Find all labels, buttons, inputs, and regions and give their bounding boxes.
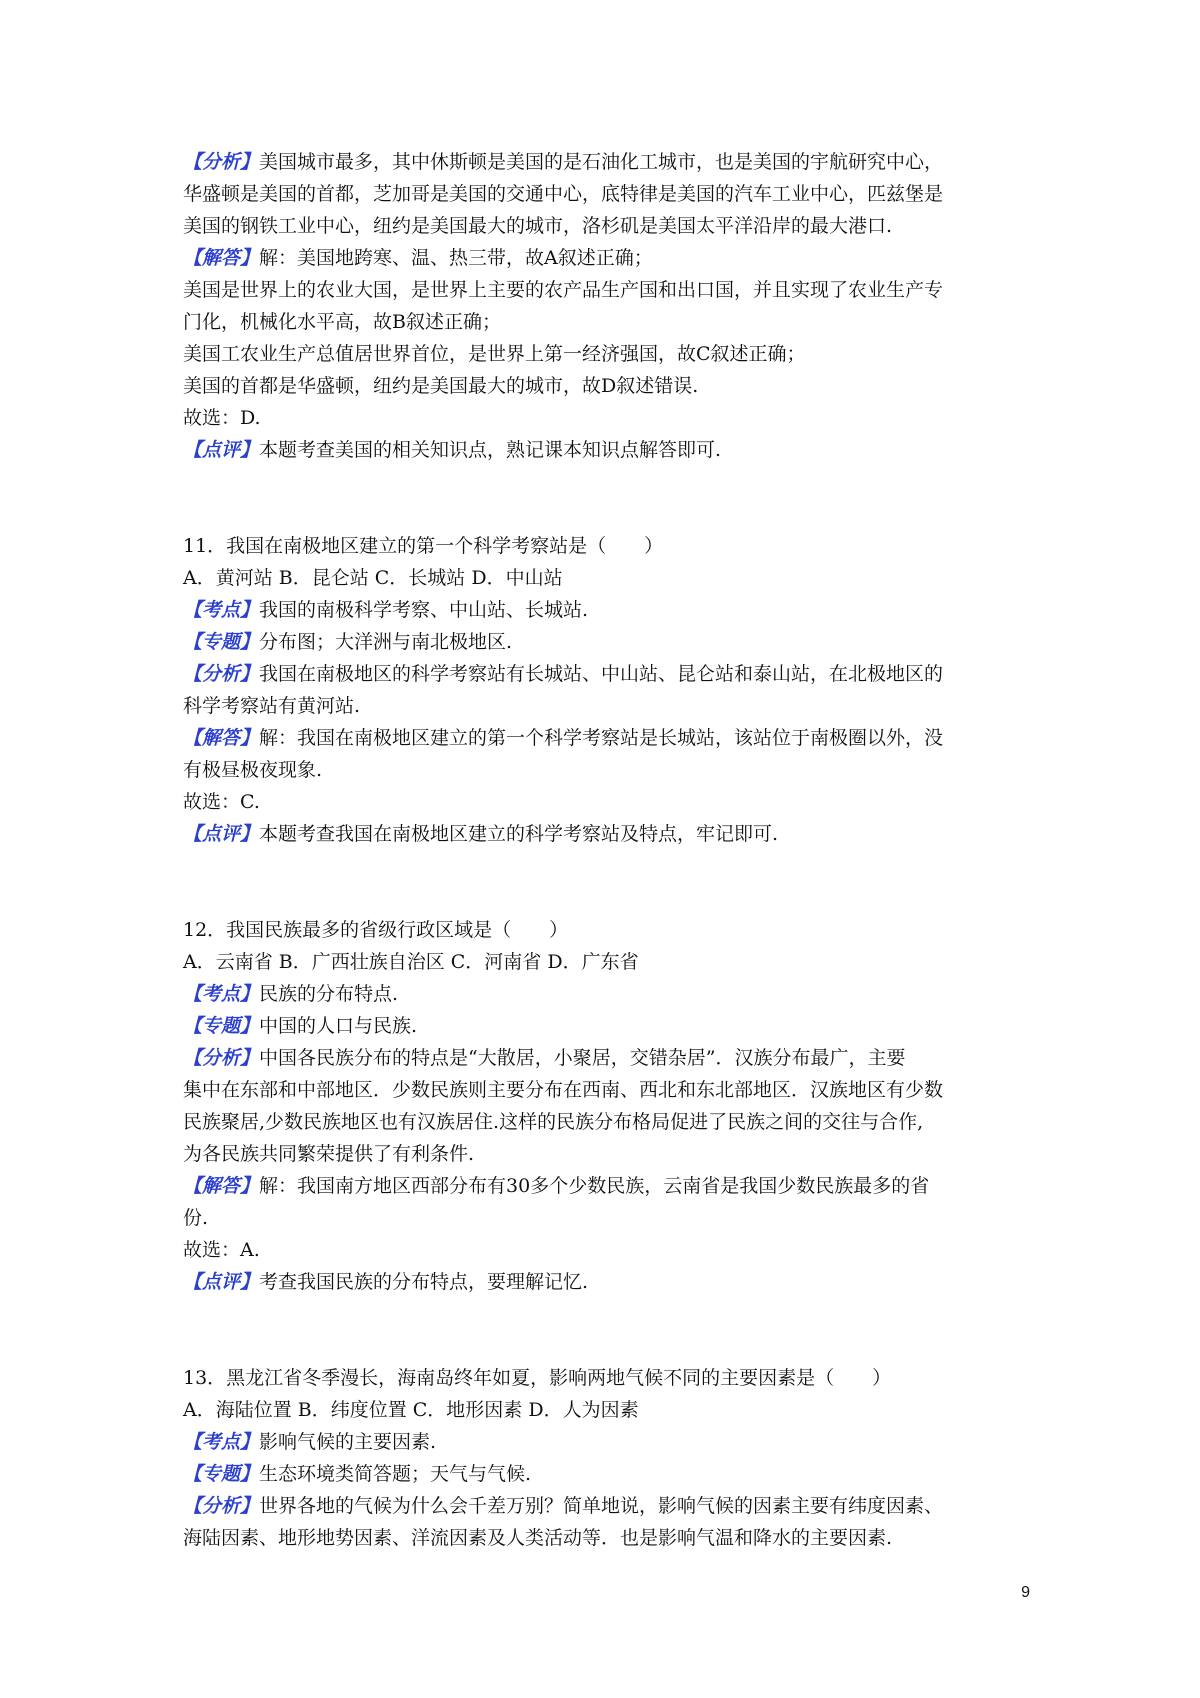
q13-analysis-line: 海陆因素、地形地势因素、洋流因素及人类活动等．也是影响气温和降水的主要因素. [183, 1527, 893, 1549]
q10-analysis-line: 华盛顿是美国的首都，芝加哥是美国的交通中心，底特律是美国的汽车工业中心，匹兹堡是 [183, 183, 944, 205]
q11-topic-line: 【专题】分布图；大洋洲与南北极地区. [183, 631, 513, 653]
point-tag: 【考点】 [183, 1431, 260, 1453]
q13-analysis-line: 【分析】世界各地的气候为什么会千差万别？简单地说，影响气候的因素主要有纬度因素、 [183, 1495, 944, 1517]
q12-analysis-line: 为各民族共同繁荣提供了有利条件. [183, 1143, 475, 1165]
q12-point-line: 【考点】民族的分布特点. [183, 983, 399, 1005]
q12-analysis-line: 民族聚居,少数民族地区也有汉族居住.这样的民族分布格局促进了民族之间的交往与合作, [183, 1111, 924, 1133]
spacer [183, 466, 1043, 530]
answer-tag: 【解答】 [183, 1175, 260, 1197]
q10-answer-line: 门化，机械化水平高，故B叙述正确； [183, 311, 501, 333]
q13-question: 13．黑龙江省冬季漫长，海南岛终年如夏，影响两地气候不同的主要因素是（ ） [183, 1367, 892, 1389]
q13-options: A．海陆位置 B．纬度位置 C．地形因素 D．人为因素 [183, 1399, 639, 1421]
q10-analysis-line: 【分析】美国城市最多，其中休斯顿是美国的是石油化工城市，也是美国的宇航研究中心， [183, 151, 944, 173]
comment-tag: 【点评】 [183, 439, 260, 461]
comment-tag: 【点评】 [183, 1271, 260, 1293]
q11-point-line: 【考点】我国的南极科学考察、中山站、长城站. [183, 599, 589, 621]
spacer [183, 850, 1043, 914]
q10-block [183, 146, 1043, 466]
analysis-tag: 【分析】 [183, 1495, 260, 1517]
q13-point-line: 【考点】影响气候的主要因素. [183, 1431, 437, 1453]
q10-answer-line: 美国工农业生产总值居世界首位，是世界上第一经济强国，故C叙述正确； [183, 343, 806, 365]
q10-answer-line: 美国是世界上的农业大国，是世界上主要的农产品生产国和出口国，并且实现了农业生产专 [183, 279, 944, 301]
q13-block [183, 1362, 1043, 1554]
q10-choice: 故选：D. [183, 407, 261, 429]
q12-topic-line: 【专题】中国的人口与民族. [183, 1015, 418, 1037]
comment-tag: 【点评】 [183, 823, 260, 845]
spacer [183, 1298, 1043, 1362]
q12-options: A．云南省 B．广西壮族自治区 C．河南省 D．广东省 [183, 951, 639, 973]
q11-answer-line: 有极昼极夜现象. [183, 759, 323, 781]
page-number: 9 [1021, 1584, 1030, 1601]
q11-analysis-line: 【分析】我国在南极地区的科学考察站有长城站、中山站、昆仑站和泰山站，在北极地区的 [183, 663, 944, 685]
q13-topic-line: 【专题】生态环境类简答题；天气与气候. [183, 1463, 532, 1485]
q11-answer-line: 【解答】解：我国在南极地区建立的第一个科学考察站是长城站，该站位于南极圈以外，没 [183, 727, 944, 749]
q12-block [183, 914, 1043, 1298]
q10-answer-line: 【解答】解：美国地跨寒、温、热三带，故A叙述正确； [183, 247, 653, 269]
q11-choice: 故选：C. [183, 791, 260, 813]
analysis-tag: 【分析】 [183, 663, 260, 685]
q10-comment-line: 【点评】本题考查美国的相关知识点，熟记课本知识点解答即可. [183, 439, 722, 461]
answer-tag: 【解答】 [183, 727, 260, 749]
point-tag: 【考点】 [183, 983, 260, 1005]
q12-analysis-line: 集中在东部和中部地区．少数民族则主要分布在西南、西北和东北部地区．汉族地区有少数 [183, 1079, 944, 1101]
point-tag: 【考点】 [183, 599, 260, 621]
q11-block [183, 530, 1043, 850]
analysis-tag: 【分析】 [183, 1047, 260, 1069]
q12-comment-line: 【点评】考查我国民族的分布特点，要理解记忆. [183, 1271, 589, 1293]
q10-analysis-line: 美国的钢铁工业中心，纽约是美国最大的城市，洛杉矶是美国太平洋沿岸的最大港口. [183, 215, 893, 237]
answer-tag: 【解答】 [183, 247, 260, 269]
document-page [183, 146, 1043, 1554]
q12-answer-line: 【解答】解：我国南方地区西部分布有30多个少数民族，云南省是我国少数民族最多的省 [183, 1175, 930, 1197]
q12-analysis-line: 【分析】中国各民族分布的特点是“大散居，小聚居，交错杂居”．汉族分布最广，主要 [183, 1047, 906, 1069]
q10-answer-line: 美国的首都是华盛顿，纽约是美国最大的城市，故D叙述错误. [183, 375, 699, 397]
topic-tag: 【专题】 [183, 1463, 260, 1485]
q12-choice: 故选：A. [183, 1239, 260, 1261]
q12-question: 12．我国民族最多的省级行政区域是（ ） [183, 919, 569, 941]
topic-tag: 【专题】 [183, 1015, 260, 1037]
q11-comment-line: 【点评】本题考查我国在南极地区建立的科学考察站及特点，牢记即可. [183, 823, 779, 845]
q12-answer-line: 份. [183, 1207, 209, 1229]
q11-options: A．黄河站 B．昆仑站 C．长城站 D．中山站 [183, 567, 563, 589]
analysis-tag: 【分析】 [183, 151, 260, 173]
q11-analysis-line: 科学考察站有黄河站. [183, 695, 361, 717]
topic-tag: 【专题】 [183, 631, 260, 653]
q11-question: 11．我国在南极地区建立的第一个科学考察站是（ ） [183, 535, 664, 557]
